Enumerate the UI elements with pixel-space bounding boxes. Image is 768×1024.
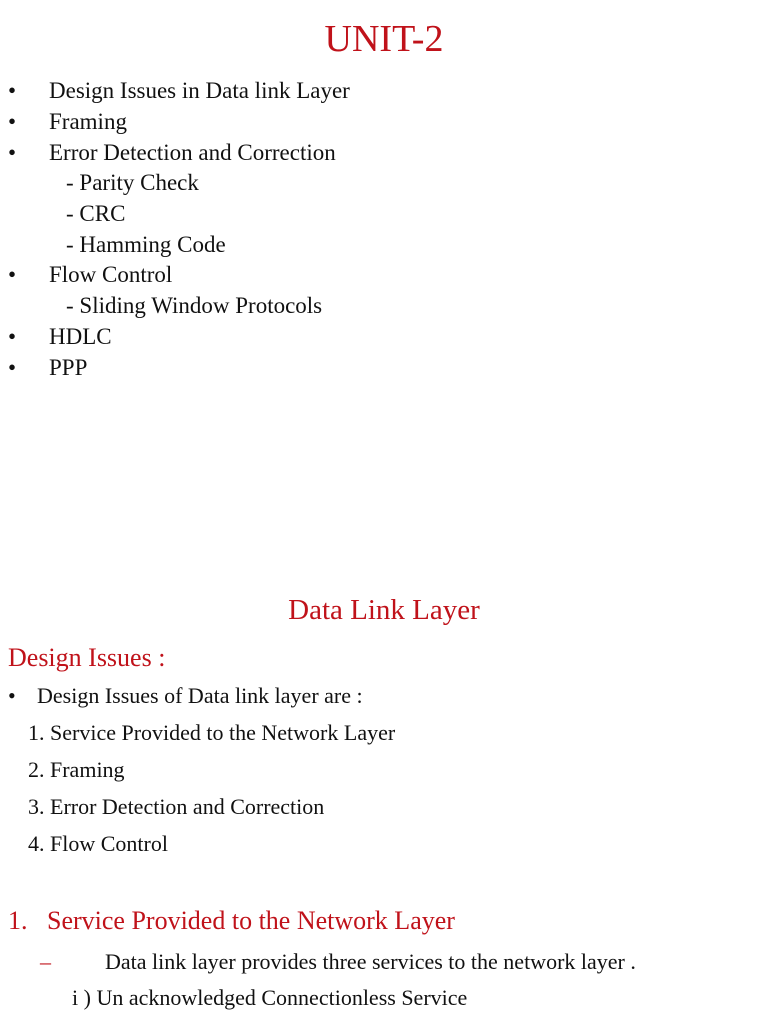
bullet: • [8, 355, 17, 380]
service-description: Data link layer provides three services to the network layer . [105, 949, 636, 974]
bullet: • [8, 262, 17, 287]
bullet: • [8, 683, 16, 708]
dash-bullet: – [40, 949, 51, 974]
list-item: 3. Error Detection and Correction [28, 794, 325, 819]
service-item: i ) Un acknowledged Connectionless Service [72, 985, 468, 1010]
list-item: 4. Flow Control [28, 831, 168, 856]
sub-topic-item: - CRC [66, 201, 126, 226]
sub-topic-item: - Hamming Code [66, 232, 226, 257]
list-item: 1. Service Provided to the Network Layer [28, 720, 396, 745]
bullet: • [8, 109, 17, 134]
topic-item: PPP [49, 355, 88, 380]
topic-item: Flow Control [49, 262, 173, 287]
slide2-title: Data Link Layer [288, 594, 480, 626]
topic-item: Framing [49, 109, 127, 134]
topic-item: Design Issues in Data link Layer [49, 78, 350, 103]
intro-text: Design Issues of Data link layer are : [37, 683, 363, 708]
slide1-title: UNIT-2 [324, 18, 444, 60]
bullet: • [8, 324, 17, 349]
bullet: • [8, 140, 17, 165]
section-heading: Design Issues : [8, 643, 166, 672]
subsection-title: Service Provided to the Network Layer [47, 906, 455, 935]
list-item: 2. Framing [28, 757, 125, 782]
subsection-number: 1. [8, 906, 28, 935]
sub-topic-item: - Sliding Window Protocols [66, 293, 323, 318]
sub-topic-item: - Parity Check [66, 170, 199, 195]
bullet: • [8, 78, 17, 103]
topic-item: Error Detection and Correction [49, 140, 336, 165]
topic-item: HDLC [49, 324, 112, 349]
